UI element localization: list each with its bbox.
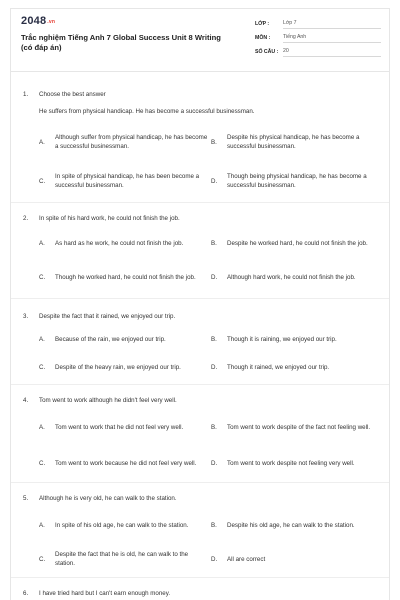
question-separator <box>11 298 389 299</box>
option-b[interactable]: B. Despite his old age, he can walk to the station. <box>211 521 355 529</box>
option-d[interactable]: D. Although hard work, he could not finish the job. <box>211 273 356 281</box>
meta-subject-row <box>255 29 381 43</box>
question-stem: He suffers from physical handicap. He has become a successful businessman. <box>39 108 255 115</box>
option-a[interactable]: A. Tom went to work that he did not feel very well. <box>39 423 184 431</box>
option-c[interactable]: C. Tom went to work because he did not feel very well. <box>39 459 197 467</box>
worksheet-header <box>11 9 389 71</box>
option-d[interactable]: D. Though being physical handicap, he has become a successful businessman. <box>211 173 367 189</box>
option-a[interactable]: A. As hard as he work, he could not finish the job. <box>39 239 184 247</box>
question-text: 1. Choose the best answer <box>23 91 106 98</box>
option-c[interactable]: C. Though he worked hard, he could not finish the job. <box>39 273 196 281</box>
question-separator <box>11 202 389 203</box>
option-d[interactable]: D. Tom went to work despite not feeling very well. <box>211 459 355 467</box>
option-a[interactable]: A. Because of the rain, we enjoyed our trip. <box>39 335 166 343</box>
site-logo[interactable]: 2048.vn <box>21 15 56 27</box>
meta-class-row <box>255 15 381 29</box>
question-text: 4. Tom went to work although he didn't feel very well. <box>23 397 177 404</box>
option-b[interactable]: B. Despite he worked hard, he could not finish the job. <box>211 239 368 247</box>
option-b[interactable]: B. Despite his physical handicap, he has become a successful businessman. <box>211 134 360 150</box>
worksheet-page <box>10 8 390 600</box>
option-c[interactable]: C. Despite of the heavy rain, we enjoyed our trip. <box>39 363 181 371</box>
question-separator <box>11 482 389 483</box>
option-d[interactable]: D. All are correct <box>211 555 266 563</box>
meta-subject-label: MÔN : <box>255 35 271 41</box>
worksheet-title: Trắc nghiệm Tiếng Anh 7 Global Success Unit 8 Writing (có đáp án) <box>21 33 221 52</box>
meta-count-label: SỐ CÂU : <box>255 49 279 55</box>
question-text: 3. Despite the fact that it rained, we enjoyed our trip. <box>23 313 176 320</box>
meta-count-row <box>255 43 381 57</box>
question-separator <box>11 577 389 578</box>
option-b[interactable]: B. Tom went to work despite of the fact not feeling well. <box>211 423 371 431</box>
option-d[interactable]: D. Though it rained, we enjoyed our trip. <box>211 363 330 371</box>
header-divider <box>11 71 389 72</box>
meta-subject-value: Tiếng Anh <box>283 34 381 43</box>
meta-class-label: LỚP : <box>255 21 270 27</box>
option-c[interactable]: C. Despite the fact that he is old, he can walk to the station. <box>39 551 189 567</box>
meta-count-value: 20 <box>283 48 381 57</box>
question-text: 2. In spite of his hard work, he could not finish the job. <box>23 215 180 222</box>
question-separator <box>11 384 389 385</box>
worksheet-meta <box>255 15 381 57</box>
option-a[interactable]: A. In spite of his old age, he can walk to the station. <box>39 521 189 529</box>
meta-class-value: Lớp 7 <box>283 20 381 29</box>
option-a[interactable]: A. Although suffer from physical handicap, he has become a successful businessman. <box>39 134 208 150</box>
question-text: 6. I have tried hard but I can't earn enough money. <box>23 590 171 597</box>
option-c[interactable]: C. In spite of physical handicap, he has been become a successful businessman. <box>39 173 200 189</box>
question-text: 5. Although he is very old, he can walk to the station. <box>23 495 177 502</box>
option-b[interactable]: B. Though it is raining, we enjoyed our trip. <box>211 335 337 343</box>
